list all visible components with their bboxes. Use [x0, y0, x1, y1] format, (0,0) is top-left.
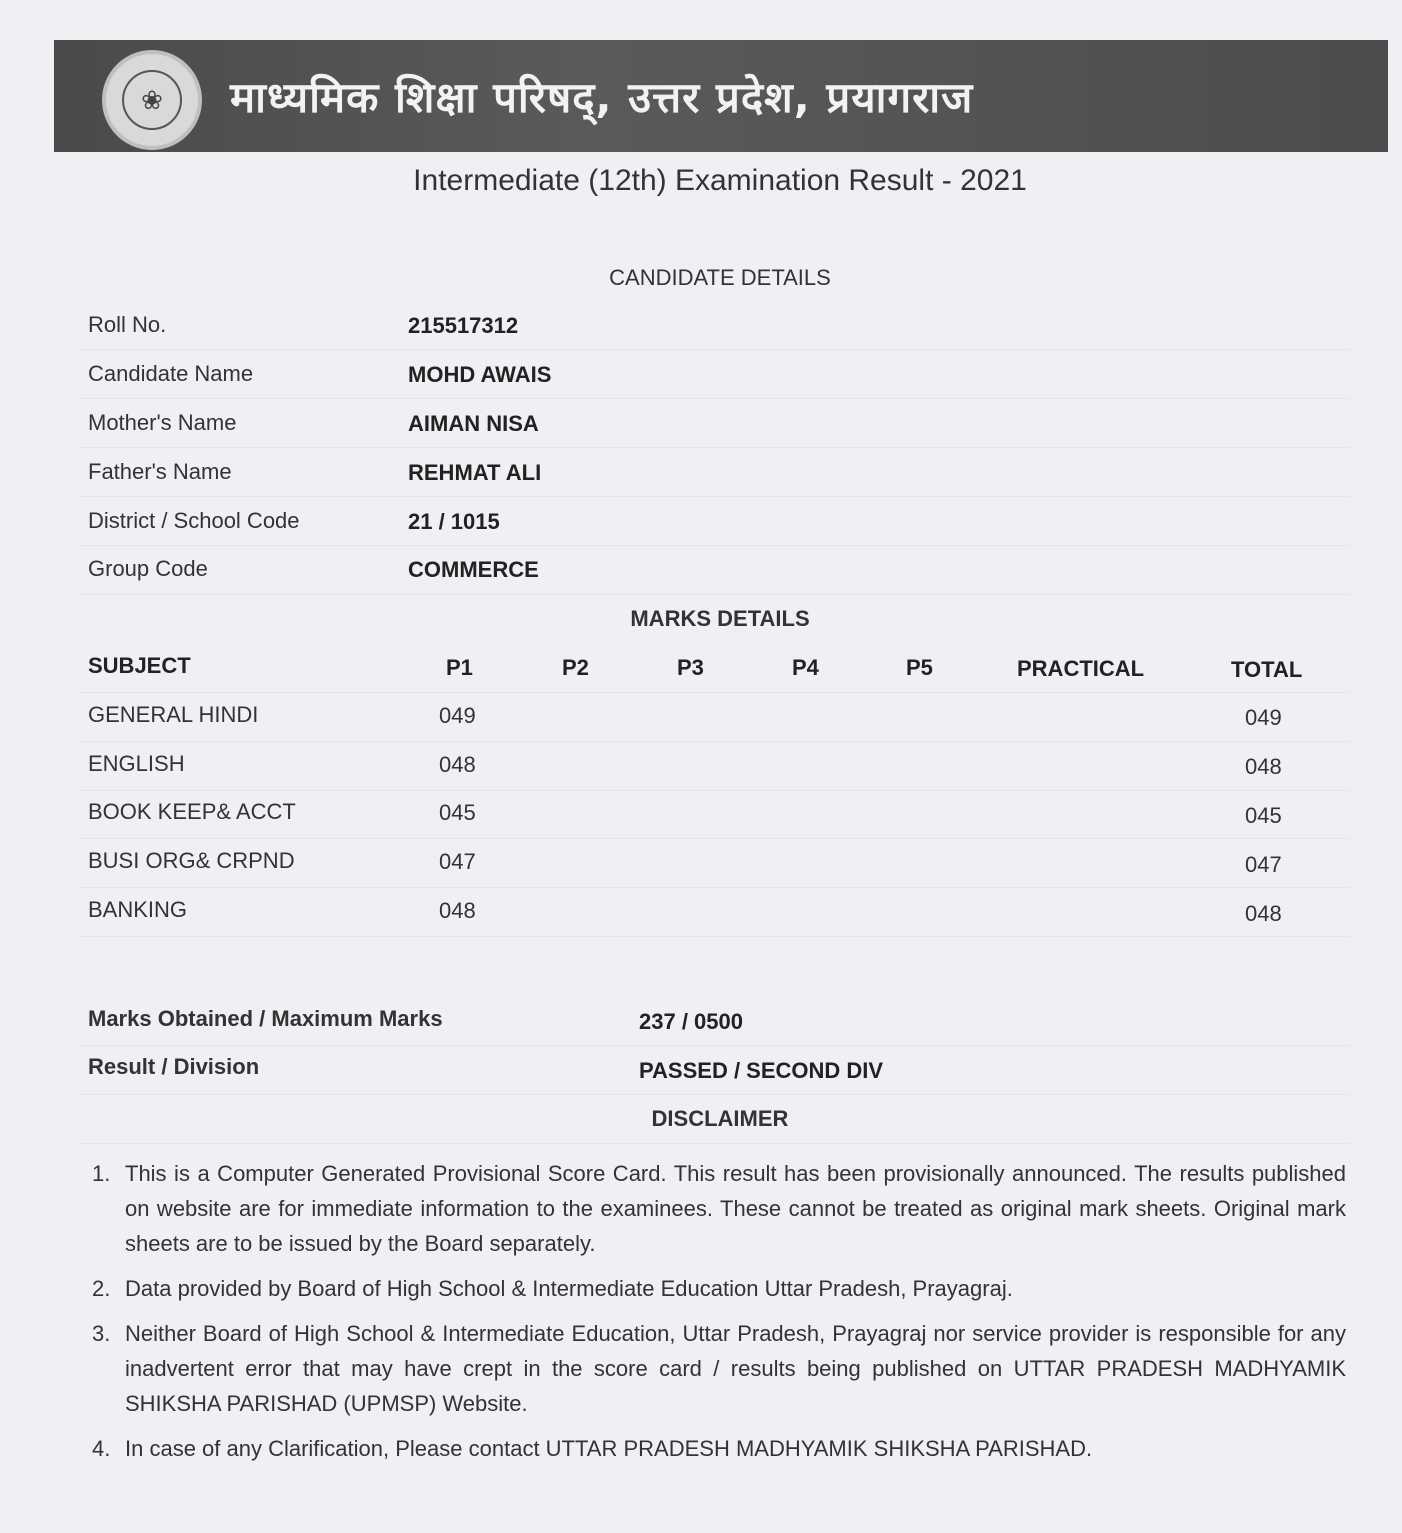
subject-name: ENGLISH — [88, 751, 185, 776]
district-school-code-value: 21 / 1015 — [408, 509, 500, 534]
total-mark: 049 — [1245, 705, 1282, 730]
row-divider — [80, 398, 1350, 399]
row-divider — [80, 741, 1350, 742]
item-text: Neither Board of High School & Intermediate Education, Uttar Pradesh, Prayagraj nor service provider is responsible for any inadvertent error that may have crept in the score card / results being published on UTTAR PRADESH MADHYAMIK SHIKSHA PARISHAD (UPMSP) Website. — [125, 1321, 1346, 1416]
row-divider — [80, 790, 1350, 791]
total-mark: 048 — [1245, 754, 1282, 779]
candidate-name-value: MOHD AWAIS — [408, 362, 552, 387]
row-divider — [80, 838, 1350, 839]
subject-name: BUSI ORG& CRPND — [88, 848, 295, 873]
board-title: माध्यमिक शिक्षा परिषद्, उत्तर प्रदेश, प्रयागराज — [230, 73, 974, 122]
board-seal-logo — [102, 50, 202, 150]
item-number: 3. — [92, 1321, 111, 1346]
roll-no-value: 215517312 — [408, 313, 519, 338]
row-divider — [80, 1045, 1350, 1046]
item-number: 2. — [92, 1276, 111, 1301]
father-name-value: REHMAT ALI — [408, 460, 542, 485]
row-divider — [80, 1143, 1350, 1144]
roll-no-label: Roll No. — [88, 312, 167, 337]
disclaimer-list — [92, 1156, 1346, 1476]
total-mark: 045 — [1245, 803, 1282, 828]
disclaimer-heading: DISCLAIMER — [651, 1106, 789, 1131]
result-division-label: Result / Division — [88, 1054, 260, 1079]
district-school-code-label: District / School Code — [88, 508, 300, 533]
result-division-value: PASSED / SECOND DIV — [639, 1058, 884, 1083]
marks-obtained-value: 237 / 0500 — [639, 1009, 743, 1034]
mother-name-label: Mother's Name — [88, 410, 237, 435]
candidate-details-heading: CANDIDATE DETAILS — [609, 265, 831, 290]
col-p1: P1 — [446, 655, 473, 680]
candidate-name-label: Candidate Name — [88, 361, 254, 386]
row-divider — [80, 936, 1350, 937]
item-number: 1. — [92, 1161, 111, 1186]
p1-mark: 047 — [439, 849, 476, 874]
p1-mark: 049 — [439, 703, 476, 728]
item-text: Data provided by Board of High School & Intermediate Education Uttar Pradesh, Prayagraj. — [125, 1276, 1013, 1301]
list-item — [92, 1156, 1346, 1261]
subject-name: BOOK KEEP& ACCT — [88, 799, 296, 824]
total-mark: 048 — [1245, 901, 1282, 926]
row-divider — [80, 594, 1350, 595]
list-item — [92, 1271, 1346, 1306]
p1-mark: 048 — [439, 752, 476, 777]
group-code-value: COMMERCE — [408, 557, 539, 582]
p1-mark: 048 — [439, 898, 476, 923]
row-divider — [80, 349, 1350, 350]
col-total: TOTAL — [1231, 657, 1303, 682]
emblem-icon: ❀ — [122, 70, 182, 130]
row-divider — [80, 1094, 1350, 1095]
row-divider — [80, 545, 1350, 546]
header-banner — [54, 40, 1388, 152]
col-subject: SUBJECT — [88, 653, 191, 678]
col-p5: P5 — [906, 655, 933, 680]
marks-details-heading: MARKS DETAILS — [630, 606, 810, 631]
group-code-label: Group Code — [88, 556, 208, 581]
subject-name: GENERAL HINDI — [88, 702, 259, 727]
list-item — [92, 1431, 1346, 1466]
col-practical: PRACTICAL — [1017, 656, 1145, 681]
marks-obtained-label: Marks Obtained / Maximum Marks — [88, 1006, 443, 1031]
row-divider — [80, 692, 1350, 693]
list-item — [92, 1316, 1346, 1421]
mother-name-value: AIMAN NISA — [408, 411, 539, 436]
item-text: In case of any Clarification, Please contact UTTAR PRADESH MADHYAMIK SHIKSHA PARISHAD. — [125, 1436, 1093, 1461]
item-text: This is a Computer Generated Provisional Score Card. This result has been provisionally announced. The results published on website are for immediate information to the examinees. These cannot be treated as original mark sheets. Original mark sheets are to be issued by the Board separately. — [125, 1161, 1346, 1256]
exam-title: Intermediate (12th) Examination Result - 2021 — [413, 164, 1027, 197]
subject-name: BANKING — [88, 897, 188, 922]
row-divider — [80, 496, 1350, 497]
father-name-label: Father's Name — [88, 459, 232, 484]
col-p4: P4 — [792, 655, 819, 680]
row-divider — [80, 887, 1350, 888]
total-mark: 047 — [1245, 852, 1282, 877]
col-p3: P3 — [677, 655, 704, 680]
p1-mark: 045 — [439, 800, 476, 825]
item-number: 4. — [92, 1436, 111, 1461]
row-divider — [80, 447, 1350, 448]
col-p2: P2 — [562, 655, 589, 680]
